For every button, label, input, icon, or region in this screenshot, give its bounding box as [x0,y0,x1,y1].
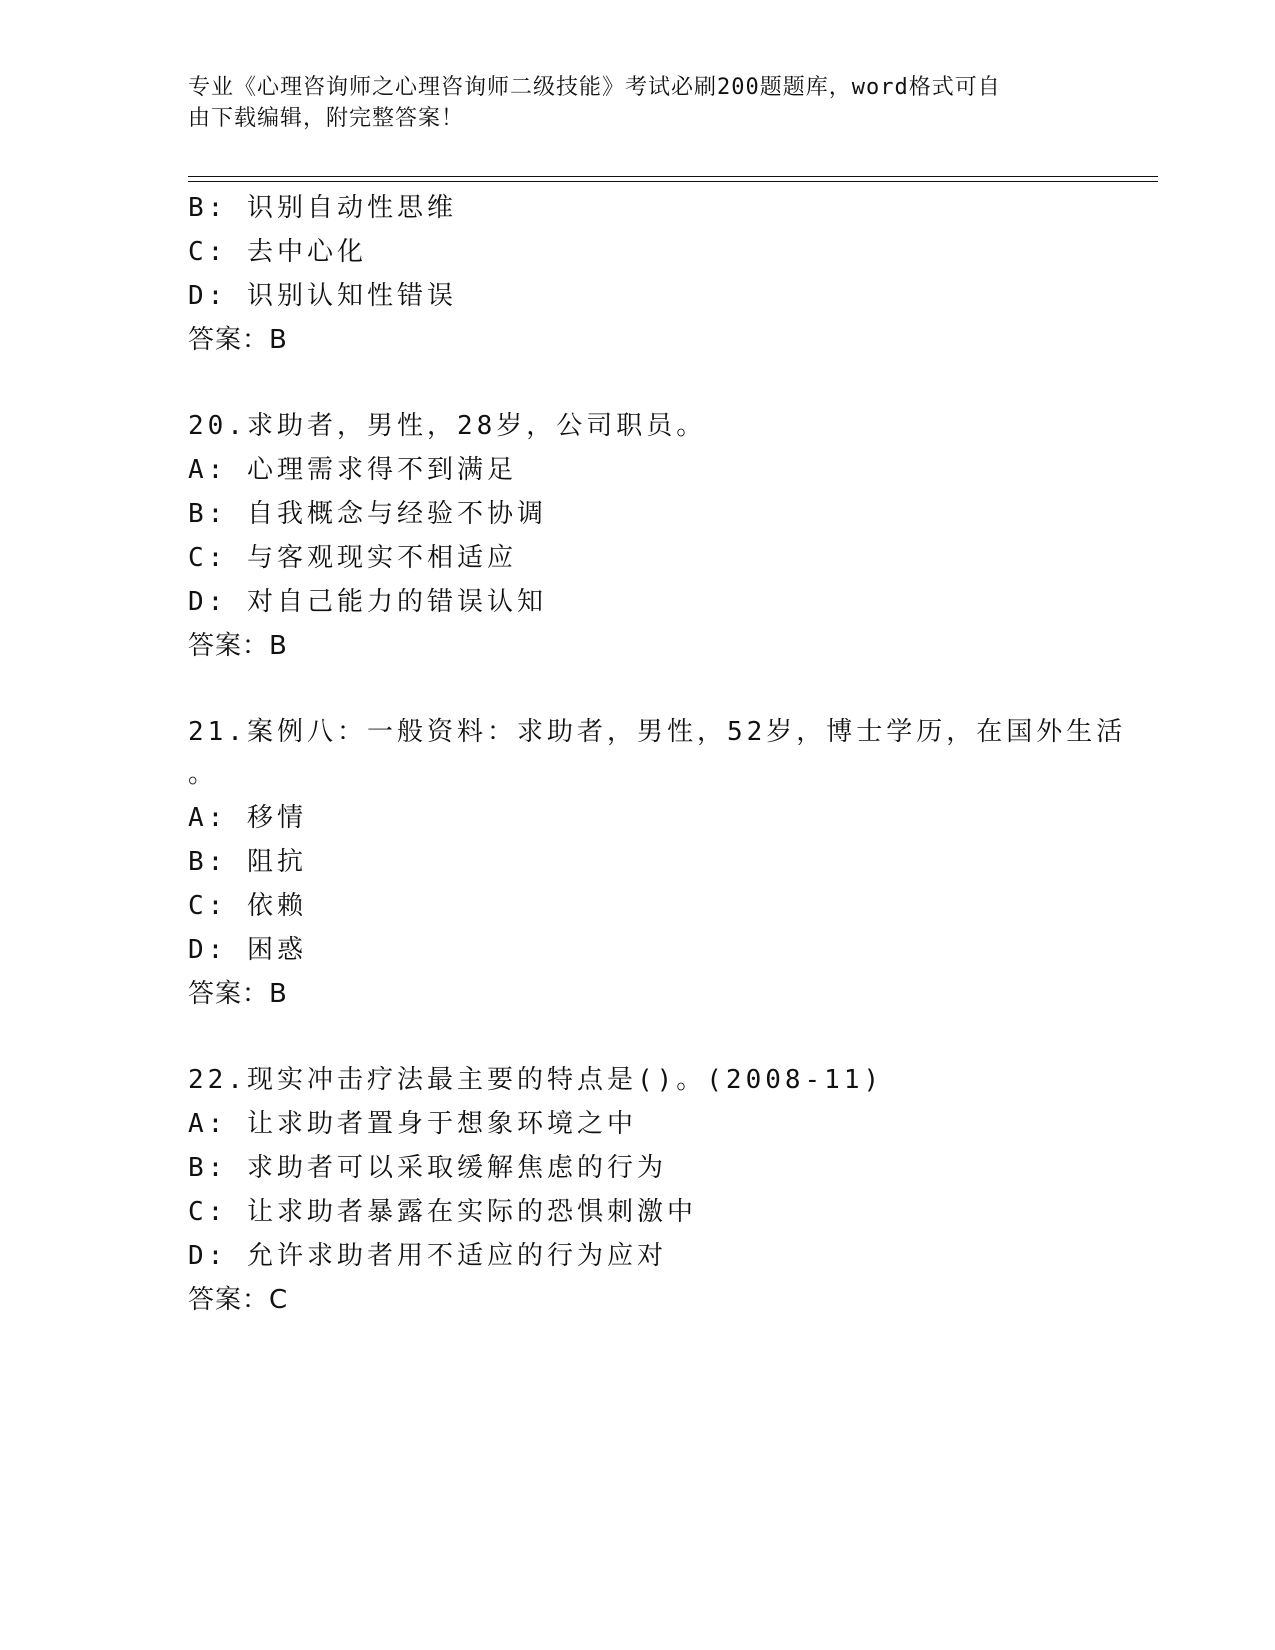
q20-option-b: B: 自我概念与经验不协调 [188,499,547,529]
q19-option-c: C: 去中心化 [188,237,367,267]
q19-option-b: B: 识别自动性思维 [188,193,457,223]
q22-option-a: A: 让求助者置身于想象环境之中 [188,1109,637,1139]
q22-option-d: D: 允许求助者用不适应的行为应对 [188,1241,667,1271]
q21-option-b: B: 阻抗 [188,847,307,877]
q20-option-c: C: 与客观现实不相适应 [188,543,517,573]
q22-answer: 答案：C [188,1285,289,1315]
header-line-2: 由下载编辑，附完整答案！ [188,106,465,131]
q21-option-a: A: 移情 [188,803,307,833]
header-divider-top [188,176,1158,177]
q19-option-d: D: 识别认知性错误 [188,281,457,311]
q21-option-c: C: 依赖 [188,891,307,921]
document-header [188,72,1078,134]
q22-option-c: C: 让求助者暴露在实际的恐惧刺激中 [188,1197,697,1227]
q20-answer: 答案：B [188,631,288,661]
q20-option-a: A: 心理需求得不到满足 [188,455,517,485]
q21-question-continued: 。 [188,759,219,789]
q20-option-d: D: 对自己能力的错误认知 [188,587,547,617]
q19-answer: 答案：B [188,325,288,355]
q22-option-b: B: 求助者可以采取缓解焦虑的行为 [188,1153,667,1183]
q21-answer: 答案：B [188,979,288,1009]
header-divider-bottom [188,181,1158,182]
q21-option-d: D: 困惑 [188,935,307,965]
q21-question: 21.案例八：一般资料：求助者，男性，52岁，博士学历，在国外生活 [188,717,1127,747]
header-line-1: 专业《心理咨询师之心理咨询师二级技能》考试必刷200题题库，word格式可自 [188,75,1001,100]
q20-question: 20.求助者，男性，28岁，公司职员。 [188,411,707,441]
q22-question: 22.现实冲击疗法最主要的特点是()。(2008-11) [188,1065,884,1095]
